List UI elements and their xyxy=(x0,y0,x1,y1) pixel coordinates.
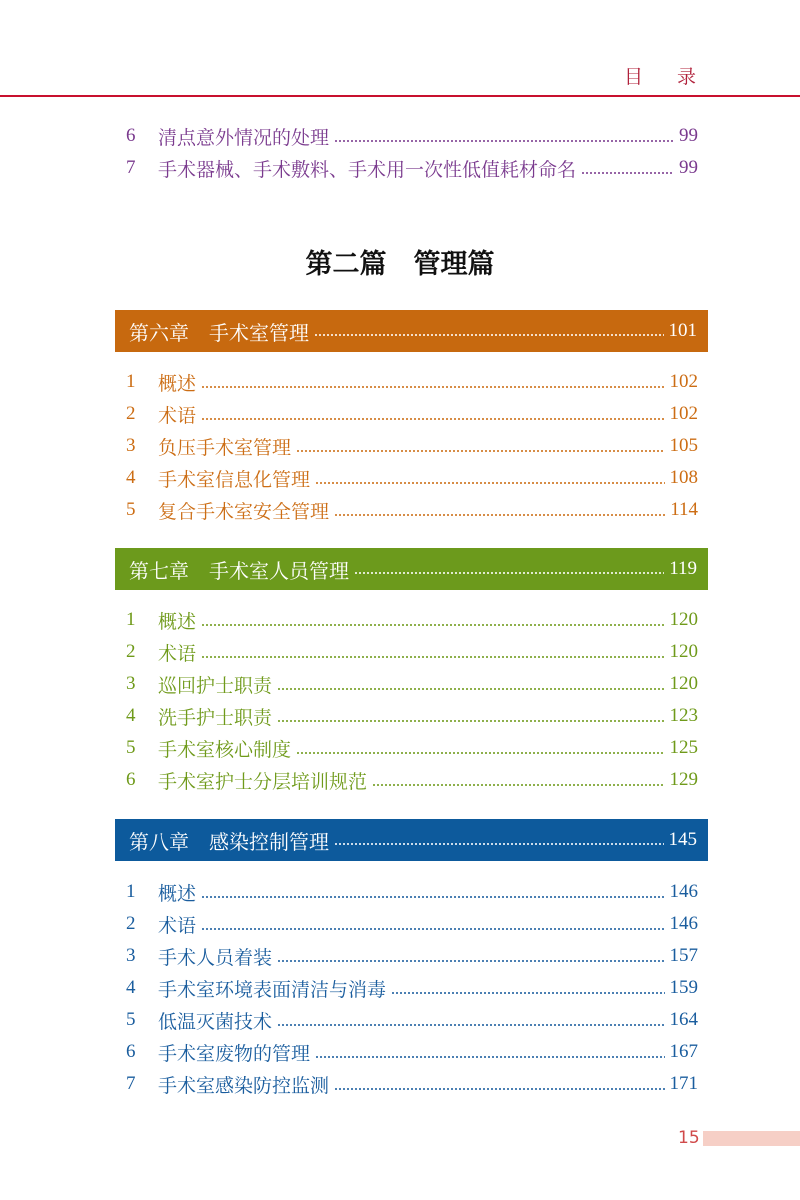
chapter-title: 第六章 手术室管理 xyxy=(129,320,309,345)
part-heading: 第二篇 管理篇 xyxy=(305,249,495,280)
toc-entry[interactable] xyxy=(126,604,698,636)
running-header-title: 目录 xyxy=(624,66,731,88)
footer-page-number: 15 xyxy=(678,1128,700,1148)
dot-leader xyxy=(314,334,664,336)
dot-leader xyxy=(201,624,664,626)
chapter-8-bar[interactable] xyxy=(115,819,708,861)
entry-page: 159 xyxy=(669,977,698,998)
toc-entry[interactable] xyxy=(126,398,698,430)
entry-page: 167 xyxy=(669,1041,698,1062)
entry-page: 108 xyxy=(669,467,698,488)
entry-number: 2 xyxy=(126,913,136,934)
toc-entry[interactable] xyxy=(126,120,698,152)
toc-entry[interactable] xyxy=(126,876,698,908)
entry-title: 负压手术室管理 xyxy=(158,436,292,459)
entry-title: 概述 xyxy=(158,372,197,395)
dot-leader xyxy=(581,172,674,174)
toc-entry[interactable] xyxy=(126,636,698,668)
chapter-page: 145 xyxy=(668,829,697,850)
entry-number: 5 xyxy=(126,1009,136,1030)
toc-entry[interactable] xyxy=(126,908,698,940)
toc-entry[interactable] xyxy=(126,1068,698,1100)
entry-page: 171 xyxy=(669,1073,698,1094)
chapter-title: 第七章 手术室人员管理 xyxy=(129,558,349,583)
dot-leader xyxy=(296,450,664,452)
entry-page: 146 xyxy=(669,913,698,934)
dot-leader xyxy=(277,720,664,722)
toc-entry[interactable] xyxy=(126,732,698,764)
entry-title: 手术室信息化管理 xyxy=(158,468,311,491)
dot-leader xyxy=(354,572,664,574)
dot-leader xyxy=(277,960,664,962)
entry-number: 1 xyxy=(126,881,136,902)
toc-entry[interactable] xyxy=(126,1036,698,1068)
entry-page: 114 xyxy=(670,499,698,520)
toc-entry[interactable] xyxy=(126,366,698,398)
entry-number: 3 xyxy=(126,673,136,694)
dot-leader xyxy=(315,1056,664,1058)
entry-title: 低温灭菌技术 xyxy=(158,1010,273,1033)
entry-title: 手术室环境表面清洁与消毒 xyxy=(158,978,387,1001)
toc-entry[interactable] xyxy=(126,700,698,732)
chapter-6-bar[interactable] xyxy=(115,310,708,352)
toc-entry[interactable] xyxy=(126,152,698,184)
toc-entry[interactable] xyxy=(126,668,698,700)
dot-leader xyxy=(334,843,664,845)
entry-page: 105 xyxy=(669,435,698,456)
entry-title: 巡回护士职责 xyxy=(158,674,273,697)
entry-page: 102 xyxy=(669,371,698,392)
entry-page: 99 xyxy=(679,125,698,146)
chapter-page: 101 xyxy=(668,320,697,341)
chapter-page: 119 xyxy=(669,558,697,579)
dot-leader xyxy=(334,140,674,142)
entry-page: 120 xyxy=(669,609,698,630)
entry-number: 1 xyxy=(126,371,136,392)
entry-number: 3 xyxy=(126,435,136,456)
dot-leader xyxy=(372,784,664,786)
dot-leader xyxy=(201,896,664,898)
entry-title: 手术室护士分层培训规范 xyxy=(158,770,368,793)
entry-number: 4 xyxy=(126,705,136,726)
dot-leader xyxy=(277,1024,664,1026)
entry-title: 手术室核心制度 xyxy=(158,738,292,761)
entry-page: 120 xyxy=(669,673,698,694)
entry-number: 6 xyxy=(126,769,136,790)
toc-entry[interactable] xyxy=(126,1004,698,1036)
entry-number: 3 xyxy=(126,945,136,966)
entry-number: 5 xyxy=(126,499,136,520)
entry-page: 123 xyxy=(669,705,698,726)
chapter-title: 第八章 感染控制管理 xyxy=(129,829,329,854)
dot-leader xyxy=(201,656,664,658)
toc-entry[interactable] xyxy=(126,972,698,1004)
dot-leader xyxy=(334,514,665,516)
entry-page: 164 xyxy=(669,1009,698,1030)
entry-number: 2 xyxy=(126,403,136,424)
entry-page: 146 xyxy=(669,881,698,902)
entry-title: 手术人员着装 xyxy=(158,946,273,969)
entry-title: 术语 xyxy=(158,642,197,665)
entry-page: 125 xyxy=(669,737,698,758)
header-rule xyxy=(0,95,800,97)
toc-entry[interactable] xyxy=(126,430,698,462)
entry-number: 4 xyxy=(126,467,136,488)
entry-page: 99 xyxy=(679,157,698,178)
entry-number: 4 xyxy=(126,977,136,998)
dot-leader xyxy=(277,688,664,690)
entry-number: 2 xyxy=(126,641,136,662)
entry-title: 复合手术室安全管理 xyxy=(158,500,330,523)
entry-title: 手术室废物的管理 xyxy=(158,1042,311,1065)
entry-title: 洗手护士职责 xyxy=(158,706,273,729)
dot-leader xyxy=(201,386,664,388)
toc-entry[interactable] xyxy=(126,494,698,526)
entry-number: 7 xyxy=(126,1073,136,1094)
entry-title: 术语 xyxy=(158,404,197,427)
dot-leader xyxy=(391,992,664,994)
entry-title: 术语 xyxy=(158,914,197,937)
dot-leader xyxy=(201,418,664,420)
entry-number: 6 xyxy=(126,125,136,146)
entry-number: 5 xyxy=(126,737,136,758)
entry-title: 手术室感染防控监测 xyxy=(158,1074,330,1097)
dot-leader xyxy=(315,482,664,484)
chapter-7-bar[interactable] xyxy=(115,548,708,590)
entry-number: 1 xyxy=(126,609,136,630)
entry-title: 手术器械、手术敷料、手术用一次性低值耗材命名 xyxy=(158,158,577,181)
toc-entry[interactable] xyxy=(126,940,698,972)
dot-leader xyxy=(334,1088,664,1090)
entry-page: 120 xyxy=(669,641,698,662)
footer-decoration-bar xyxy=(703,1131,800,1146)
entry-title: 清点意外情况的处理 xyxy=(158,126,330,149)
dot-leader xyxy=(201,928,664,930)
toc-entry[interactable] xyxy=(126,462,698,494)
entry-page: 129 xyxy=(669,769,698,790)
toc-entry[interactable] xyxy=(126,764,698,796)
entry-page: 102 xyxy=(669,403,698,424)
entry-title: 概述 xyxy=(158,610,197,633)
entry-title: 概述 xyxy=(158,882,197,905)
entry-number: 6 xyxy=(126,1041,136,1062)
entry-page: 157 xyxy=(669,945,698,966)
entry-number: 7 xyxy=(126,157,136,178)
dot-leader xyxy=(296,752,664,754)
